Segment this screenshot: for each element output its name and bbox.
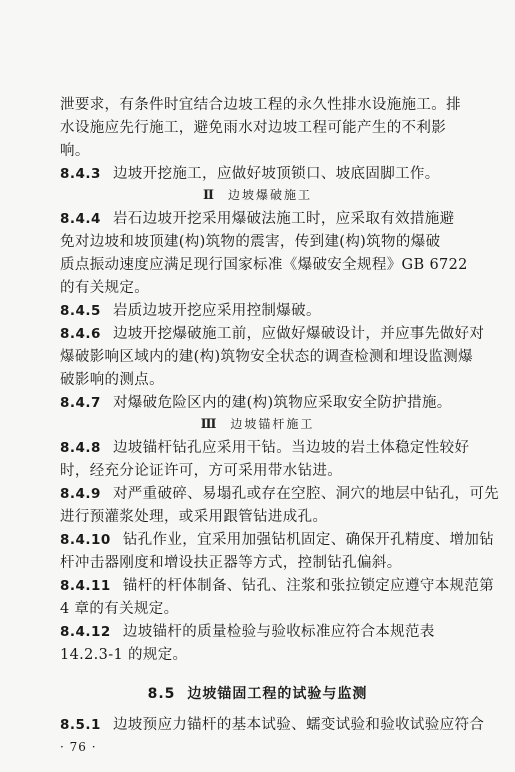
line-text: 岩质边坡开挖应采用控制爆破。 xyxy=(112,303,321,319)
paragraph-line xyxy=(60,506,458,528)
subheading-numeral: Ⅲ xyxy=(200,417,219,432)
clause-8-4-7 xyxy=(60,392,458,414)
paragraph-line xyxy=(60,94,461,116)
paragraph-line xyxy=(60,140,458,162)
line-text: 响。 xyxy=(60,143,90,159)
subheading-title: 边坡锚杆施工 xyxy=(230,417,315,431)
clause-8-4-8 xyxy=(60,437,470,459)
paragraph-line xyxy=(60,552,458,574)
subheading-blasting xyxy=(0,185,515,206)
line-text: 边坡开挖施工，应做好坡顶锁口、坡底固脚工作。 xyxy=(112,166,440,182)
clause-8-4-11 xyxy=(60,575,495,597)
subheading-anchor xyxy=(0,414,515,435)
paragraph-line xyxy=(60,254,468,276)
line-text: 进行预灌浆处理，或采用跟管钻进成孔。 xyxy=(60,509,328,525)
line-text: 时，经充分论证许可，方可采用带水钻进。 xyxy=(60,463,343,479)
clause-8-4-10 xyxy=(60,529,495,551)
line-text: 水设施应先行施工，避免雨水对边坡工程可能产生的不利影 xyxy=(60,120,447,136)
line-text: 免对边坡和坡顶建(构)筑物的震害，传到建(构)筑物的爆破 xyxy=(60,234,441,250)
section-heading xyxy=(0,683,515,705)
clause-number: 8.4.9 xyxy=(60,486,101,502)
clause-8-5-1 xyxy=(60,714,485,736)
paragraph-line xyxy=(60,117,458,139)
line-text: 岩石边坡开挖采用爆破法施工时，应采取有效措施避 xyxy=(112,211,455,227)
line-text: 边坡锚杆的质量检验与验收标准应符合本规范表 xyxy=(122,624,435,640)
line-text: 的有关规定。 xyxy=(60,280,150,296)
page-number: · 76 · xyxy=(60,740,97,754)
line-text: 4 章的有关规定。 xyxy=(60,601,179,617)
clause-8-4-12 xyxy=(60,621,458,643)
line-text: 边坡锚杆钻孔应采用干钻。当边坡的岩土体稳定性较好 xyxy=(112,440,470,456)
subheading-numeral: Ⅱ xyxy=(203,188,216,203)
paragraph-line xyxy=(60,277,458,299)
clause-number: 8.5.1 xyxy=(60,717,101,733)
clause-number: 8.4.7 xyxy=(60,395,101,411)
clause-8-4-6 xyxy=(60,323,485,345)
clause-number: 8.4.4 xyxy=(60,211,101,227)
line-text: 杆冲击器刚度和增设扶正器等方式，控制钻孔偏斜。 xyxy=(60,555,402,571)
line-text: 对爆破危险区内的建(构)筑物应采取安全防护措施。 xyxy=(112,395,452,411)
line-text: 爆破影响区域内的建(构)筑物安全状态的调查检测和埋设监测爆 xyxy=(60,349,473,365)
clause-number: 8.4.11 xyxy=(60,578,111,594)
line-text: 14.2.3-1 的规定。 xyxy=(60,647,188,663)
paragraph-line xyxy=(60,598,458,620)
clause-number: 8.4.8 xyxy=(60,440,101,456)
clause-8-4-3 xyxy=(60,163,458,185)
paragraph-line xyxy=(60,369,458,391)
clause-number: 8.4.12 xyxy=(60,624,111,640)
clause-number: 8.4.10 xyxy=(60,532,111,548)
clause-8-4-9 xyxy=(60,483,500,505)
clause-8-4-4 xyxy=(60,208,458,230)
line-text: 泄要求，有条件时宜结合边坡工程的永久性排水设施施工。排 xyxy=(60,97,461,113)
line-text: 破影响的测点。 xyxy=(60,372,164,388)
paragraph-line xyxy=(60,644,458,666)
paragraph-line xyxy=(60,346,473,368)
clause-number: 8.4.3 xyxy=(60,166,101,182)
clause-number: 8.4.6 xyxy=(60,326,101,342)
line-text: 质点振动速度应满足现行国家标准《爆破安全规程》GB 6722 xyxy=(60,257,468,273)
paragraph-line xyxy=(60,231,458,253)
line-text: 锚杆的杆体制备、钻孔、注浆和张拉锁定应遵守本规范第 xyxy=(122,578,495,594)
section-title: 边坡锚固工程的试验与监测 xyxy=(187,686,368,702)
section-number: 8.5 xyxy=(147,686,176,702)
line-text: 边坡开挖爆破施工前，应做好爆破设计，并应事先做好对 xyxy=(112,326,485,342)
line-text: 对严重破碎、易塌孔或存在空腔、洞穴的地层中钻孔，可先 xyxy=(112,486,500,502)
line-text: 钻孔作业，宜采用加强钻机固定、确保开孔精度、增加钻 xyxy=(122,532,495,548)
line-text: 边坡预应力锚杆的基本试验、蠕变试验和验收试验应符合 xyxy=(112,717,485,733)
subheading-title: 边坡爆破施工 xyxy=(227,188,312,202)
clause-number: 8.4.5 xyxy=(60,303,101,319)
clause-8-4-5 xyxy=(60,300,458,322)
paragraph-line xyxy=(60,460,458,482)
